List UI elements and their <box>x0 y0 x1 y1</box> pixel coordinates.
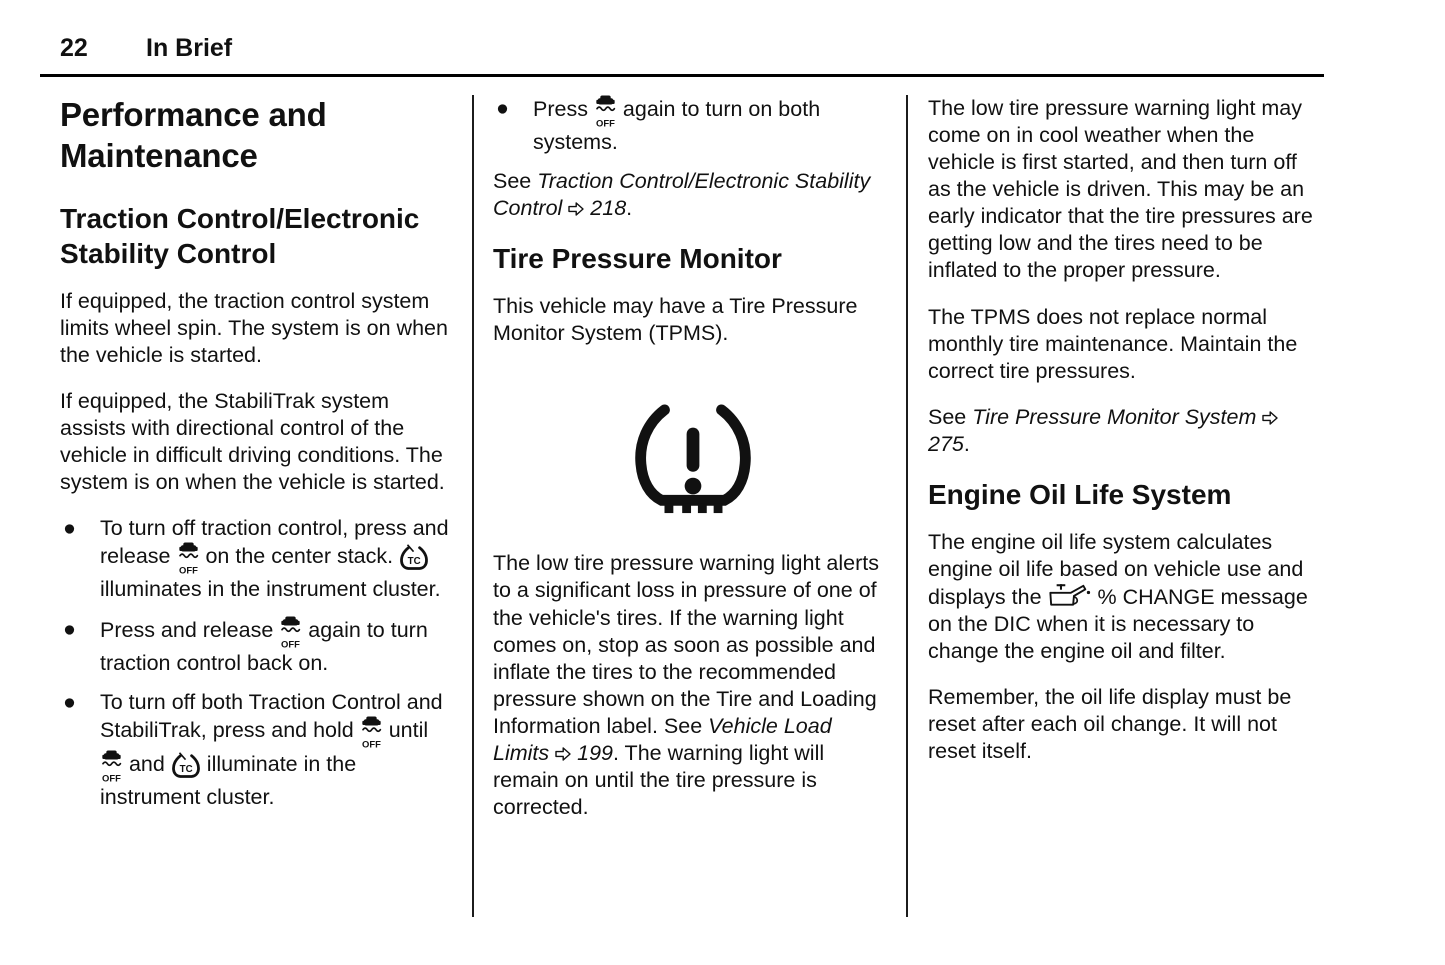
bullet-marker: ● <box>63 516 76 541</box>
paragraph-oil-life-reset: Remember, the oil life display must be reset after each oil change. It will not reset itself. <box>928 685 1292 764</box>
bullet-text: To turn off both Traction Control and StabiliTrak, press and hold OFF until OFF and TC illuminate in the instrument cluster. <box>100 689 443 809</box>
traction-off-label: OFF <box>281 639 301 650</box>
traction-control-off-button-icon <box>594 95 617 129</box>
traction-control-off-button-icon <box>360 716 383 750</box>
traction-off-label: OFF <box>102 773 121 784</box>
content-columns <box>60 95 1445 917</box>
traction-control-off-button-icon <box>177 542 200 576</box>
paragraph-tpms-warning: The low tire pressure warning light alerts to a significant loss in pressure of one of the vehicle's tires. If the warning light comes on, stop as soon as possible and inflate the tires to the recommended pressure shown on the Tire and Loading Information label. See Vehicle Load Limits 199. The warning light will remain on until the tire pressure is corrected. <box>493 551 879 820</box>
heading-traction-control: Traction Control/Electronic Stability Control <box>60 202 420 269</box>
traction-control-label: TC <box>407 556 421 568</box>
cross-reference-arrow-icon <box>568 202 584 216</box>
bullet-marker: ● <box>496 96 509 120</box>
low-tire-pressure-warning-icon <box>629 403 757 517</box>
traction-off-label: OFF <box>178 566 198 577</box>
cross-reference-tpms: See Tire Pressure Monitor System 275. <box>928 404 1321 458</box>
tpms-warning-light-figure <box>493 403 893 522</box>
engine-oil-icon <box>1048 583 1092 609</box>
cross-reference-traction-control: See Traction Control/Electronic Stability Control 218. <box>493 169 871 221</box>
cross-reference-arrow-icon <box>1262 411 1278 425</box>
bullet-text: To turn off traction control, press and release OFF on the center stack. TC illuminates in the instrument cluster. <box>100 516 449 602</box>
traction-control-indicator-icon <box>171 752 201 778</box>
column-left <box>60 95 455 917</box>
cross-reference-arrow-icon <box>555 747 571 761</box>
column-middle <box>493 95 893 917</box>
heading-tire-pressure-monitor: Tire Pressure Monitor <box>493 243 782 275</box>
bullet-item <box>60 616 455 677</box>
header-rule <box>40 74 1324 77</box>
section-title: In Brief <box>146 34 233 62</box>
paragraph-tpms-cool-weather: The low tire pressure warning light may come on in cool weather when the vehicle is first started, and then turn off as the vehicle is driven. This may be an early indicator that the tire pressures are getting low and the tires need to be inflated to the proper pressure. <box>928 96 1313 283</box>
page-header <box>0 0 1445 63</box>
bullet-item <box>493 95 893 156</box>
traction-control-off-button-icon <box>100 750 123 784</box>
bullet-marker: ● <box>63 616 76 641</box>
paragraph-tpms-maintenance: The TPMS does not replace normal monthly tire maintenance. Maintain the correct tire pressures. <box>928 304 1298 383</box>
paragraph-stabilitrak-intro: If equipped, the StabiliTrak system assists with directional control of the vehicle in difficult driving conditions. The system is on when the vehicle is started. <box>60 389 445 495</box>
traction-control-indicator-icon <box>399 544 429 570</box>
bullet-text: Press OFF again to turn on both systems. <box>533 97 821 154</box>
bullet-item <box>60 689 455 811</box>
bullet-marker: ● <box>63 689 76 714</box>
page-number: 22 <box>60 34 88 62</box>
traction-off-label: OFF <box>596 118 615 129</box>
column-divider <box>472 95 474 917</box>
bullet-item <box>60 515 455 603</box>
column-divider <box>906 95 908 917</box>
column-right <box>928 95 1321 917</box>
heading-engine-oil-life-system: Engine Oil Life System <box>928 478 1232 510</box>
heading-performance-and-maintenance: Performance and Maintenance <box>60 96 327 174</box>
paragraph-tpms-intro: This vehicle may have a Tire Pressure Monitor System (TPMS). <box>493 294 858 346</box>
paragraph-traction-intro: If equipped, the traction control system limits wheel spin. The system is on when the vehicle is started. <box>60 288 448 367</box>
traction-control-label: TC <box>179 763 193 775</box>
bullet-text: Press and release OFF again to turn traction control back on. <box>100 617 428 675</box>
traction-control-off-button-icon <box>279 616 302 650</box>
traction-off-label: OFF <box>361 739 381 750</box>
paragraph-oil-life-intro: The engine oil life system calculates engine oil life based on vehicle use and displays the % CHANGE message on the DIC when it is necessary to change the engine oil and filter. <box>928 529 1308 664</box>
